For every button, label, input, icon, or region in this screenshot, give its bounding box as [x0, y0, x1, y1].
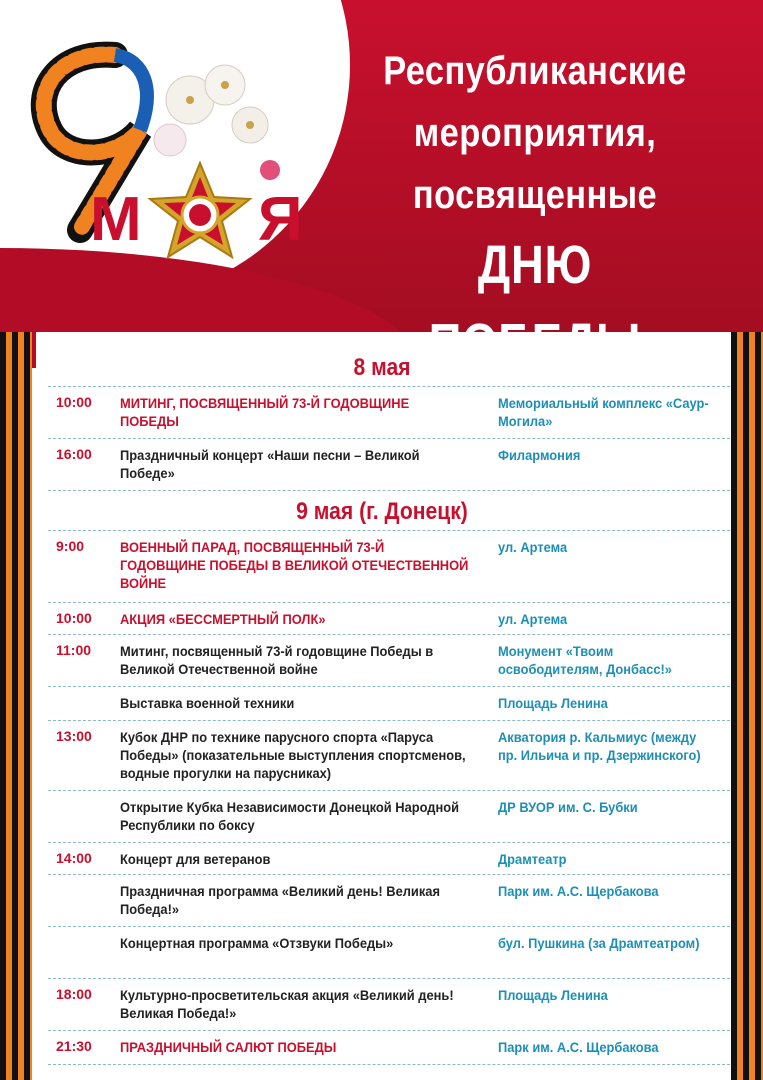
- row-event: Праздничный концерт «Наши песни – Великой Победе»: [120, 447, 420, 481]
- svg-text:Я: Я: [258, 185, 303, 254]
- row-event: Концерт для ветеранов: [120, 851, 271, 867]
- table-row: [48, 532, 730, 603]
- row-time: 16:00: [56, 446, 92, 462]
- row-place: Парк им. А.С. Щербакова: [498, 1039, 659, 1055]
- row-place: Площадь Ленина: [498, 695, 608, 711]
- row-place: Мемориальный комплекс «Саур-Могила»: [498, 395, 709, 429]
- row-place: Драмтеатр: [498, 851, 567, 867]
- may-9-logo: [20, 30, 320, 260]
- table-row: [48, 688, 730, 721]
- title-line-2: мероприятия,: [413, 111, 657, 155]
- title-line-3: посвященные: [412, 173, 658, 217]
- title-line-4: ДНЮ: [477, 235, 593, 295]
- row-event: Открытие Кубка Независимости Донецкой Народной Республики по боксу: [120, 799, 460, 833]
- day-heading: 9 мая (г. Донецк): [296, 498, 468, 525]
- row-event: Культурно-просветительская акция «Великий день! Великая Победа!»: [120, 987, 454, 1021]
- table-row: [48, 980, 730, 1031]
- divider: [48, 386, 730, 387]
- divider: [48, 530, 730, 531]
- logo-word: М: [90, 185, 142, 254]
- table-row: [48, 792, 730, 843]
- table-row: [48, 1032, 730, 1065]
- day-heading: 8 мая: [353, 354, 411, 381]
- row-event: АКЦИЯ «БЕССМЕРТНЫЙ ПОЛК»: [120, 611, 326, 627]
- blossom-icon: [154, 65, 280, 180]
- row-place: Филармония: [498, 447, 581, 463]
- row-time: 11:00: [56, 642, 92, 658]
- row-event: Митинг, посвященный 73-й годовщине Победы в Великой Отечественной войне: [120, 643, 434, 677]
- row-time: 18:00: [56, 986, 92, 1002]
- schedule-sheet: [36, 332, 728, 1080]
- row-time: 21:30: [56, 1038, 92, 1054]
- row-time: 10:00: [56, 394, 92, 410]
- row-event: ПРАЗДНИЧНЫЙ САЛЮТ ПОБЕДЫ: [120, 1039, 337, 1055]
- row-place: бул. Пушкина (за Драмтеатром): [498, 935, 700, 951]
- row-time: 14:00: [56, 850, 92, 866]
- row-place: ДР ВУОР им. С. Бубки: [498, 799, 638, 815]
- header-banner: [0, 0, 763, 332]
- row-event: Выставка военной техники: [120, 695, 295, 711]
- row-time: 10:00: [56, 610, 92, 626]
- table-row: [48, 928, 730, 979]
- table-row: [48, 388, 730, 439]
- row-place: Парк им. А.С. Щербакова: [498, 883, 659, 899]
- order-star-icon: [150, 163, 250, 257]
- row-place: Монумент «Твоим освободителям, Донбасс!»: [498, 643, 672, 677]
- table-row: [48, 440, 730, 491]
- row-place: Акватория р. Кальмиус (между пр. Ильича и пр. Дзержинского): [498, 729, 701, 763]
- table-row: [48, 604, 730, 635]
- title-line-1: Республиканские: [383, 49, 687, 93]
- row-event: ВОЕННЫЙ ПАРАД, ПОСВЯЩЕННЫЙ 73-Й ГОДОВЩИНЕ ПОБЕДЫ В ВЕЛИКОЙ ОТЕЧЕСТВЕННОЙ ВОЙНЕ: [120, 539, 469, 591]
- table-row: [48, 722, 730, 791]
- row-place: ул. Артема: [498, 539, 568, 555]
- st-george-ribbon-left: [0, 332, 32, 1080]
- row-event: Праздничная программа «Великий день! Великая Победа!»: [120, 883, 440, 917]
- table-row: [48, 844, 730, 875]
- row-time: 13:00: [56, 728, 92, 744]
- row-event: Кубок ДНР по технике парусного спорта «Паруса Победы» (показательные выступления спортсменов, водные прогулки на парусниках): [120, 729, 466, 781]
- page-title: [335, 40, 735, 382]
- row-event: МИТИНГ, ПОСВЯЩЕННЫЙ 73-Й ГОДОВЩИНЕ ПОБЕДЫ: [120, 395, 410, 429]
- row-time: 9:00: [56, 538, 85, 554]
- st-george-ribbon-right: [731, 332, 763, 1080]
- table-row: [48, 636, 730, 687]
- table-row: [48, 876, 730, 927]
- row-event: Концертная программа «Отзвуки Победы»: [120, 935, 394, 951]
- row-place: Площадь Ленина: [498, 987, 608, 1003]
- row-place: ул. Артема: [498, 611, 568, 627]
